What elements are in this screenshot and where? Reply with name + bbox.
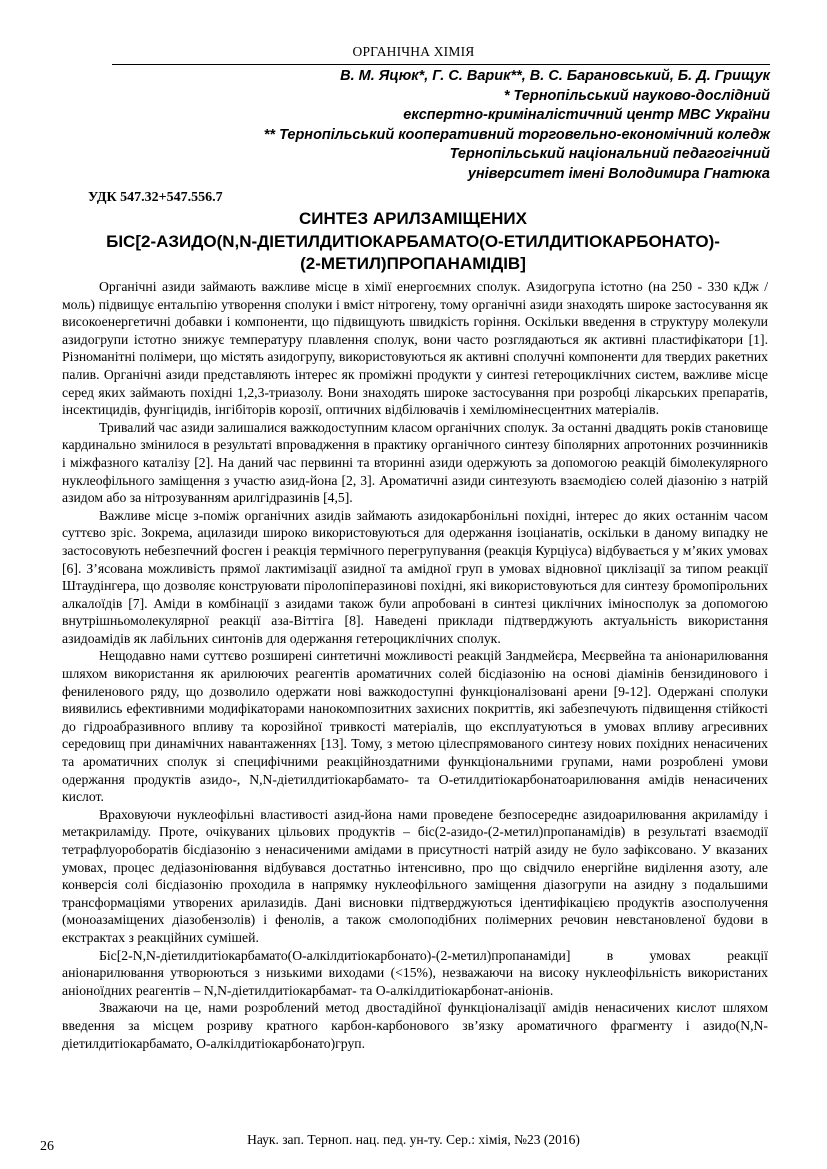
- affiliation-line: ** Тернопільський кооперативний торговельно-економічний коледж: [263, 126, 770, 143]
- header-rule: [112, 64, 770, 65]
- body-paragraph: Органічні азиди займають важливе місце в хімії енергоємних сполук. Азидогрупа істотно (на 250 - 330 кДж / моль) підвищує ентальпію утворення сполуки і вміст нітрогену, тому органічні азиди знаходять широке застосування як високоенергетичні добавки і компоненти, що підвищують швидкість горіння. Оскільки введення в структуру молекули азидогрупи істотно знижує температуру плавлення сполук, вони часто розглядаються як активні пластифікатори [1]. Різноманітні полімери, що містять азидогрупу, використовуються як активні сполучні компоненти для твердих ракетних палив. Органічні азиди представляють інтерес як проміжні продукти у синтезі гетероциклічних систем, важливе місце серед яких займають похідні 1,2,3-триазолу. Вони знаходять широке застосування при розробці лікарських препаратів, інсектицидів, фунгіцидів, інгібіторів корозії, оптичних відбілювачів і хемілюмінесцентних матеріалів.: [62, 279, 768, 418]
- page-number: 26: [40, 1139, 54, 1154]
- title-line: СИНТЕЗ АРИЛЗАМІЩЕНИХ: [299, 209, 527, 228]
- body-paragraph: Біс[2-N,N-діетилдитіокарбамато(О-алкілдитіокарбонато)-(2-метил)пропанаміди] в умовах реакції аніонарилювання утворюються з низькими виходами (<15%), незважаючи на високу нуклеофільність використаних аніоноїдних реагентів – N,N-діетилдитіокарбамат- та О-алкілдитіокарбонат-аніонів.: [62, 947, 768, 998]
- udk-code: УДК 547.32+547.556.7: [88, 190, 223, 205]
- journal-footer: Наук. зап. Терноп. нац. пед. ун-ту. Сер.: хімія, №23 (2016): [247, 1132, 580, 1147]
- body-paragraph: Нещодавно нами суттєво розширені синтетичні можливості реакцій Зандмейєра, Меєрвейна та аніонарилювання шляхом використання як арилюючих реагентів ароматичних солей бісдіазонію на основі діамінів бензидинового і фениленового ряду, що дозволило одержати нові важкодоступні функціоналізовані арени [9-12]. Одержані сполуки виявились ефективними модифікаторами нанокомпозитних захисних покриттів, які забезпечують підвищення стійкості до гідроабразивного впливу та корозійної тривкості матеріалів, що експлуатуються в умовах впливу агресивних середовищ при динамічних навантаженнях [13]. Тому, з метою цілеспрямованого синтезу нових похідних ненасичених та ароматичних сполук зі специфічними реакційноздатними функціональними групами, нами розроблені умови одержання продуктів азидо-, N,N-діетилдитіокарбамато- та О-етилдитіокарбонатоарилювання амідів ненасичених кислот.: [62, 648, 768, 805]
- title-line: БІС[2-АЗИДО(N,N-ДІЕТИЛДИТІОКАРБАМАТО(О-ЕТИЛДИТІОКАРБОНАТО)-: [106, 231, 720, 251]
- body-paragraph: Зважаючи на це, нами розроблений метод двостадійної функціоналізації амідів ненасичених кислот шляхом введення за місцем розриву кратного карбон-карбонового зв’язку ароматичного фрагменту і азидо(N,N-діетилдитіокарбамато, О-алкілдитіокарбонато)груп.: [62, 1000, 768, 1051]
- affiliation-line: університет імені Володимира Гнатюка: [467, 165, 770, 182]
- affiliation-line: * Тернопільський науково-дослідний: [503, 87, 770, 104]
- affiliation-line: Тернопільський національний педагогічний: [449, 146, 770, 163]
- article-title: [60, 208, 766, 276]
- authors-affiliations: [100, 67, 770, 185]
- title-line: (2-МЕТИЛ)ПРОПАНАМІДІВ]: [300, 254, 526, 273]
- body-paragraph: Враховуючи нуклеофільні властивості азид-йона нами проведене безпосереднє азидоарилювання акриламіду і метакриламіду. Проте, очікуваних цільових продуктів – біс(2-азидо-(2-метил)пропанамідів) в результаті взаємодії тетрафлуороборатів бісдіазонію з ненасиченими амідами в присутності натрій азиду не було зафіксовано. У вказаних умовах, процес дедіазоніювання відбувався достатньо інтенсивно, про що свідчило енергійне виділення азоту, але конверсія солі бісдіазонію проходила в напрямку нуклеофільного заміщення діазогрупи на азидну з подальшими трансформаціями утворених арилазидів. Дані висновки підтверджуються ідентифікацією продуктів азосполучення (моноазаміщених діазобензолів) і фенолів, а також смолоподібних полімерних речовин невстановленої будови в екстрактах з реакційних сумішей.: [62, 806, 768, 945]
- affiliation-line: експертно-криміналістичний центр МВС України: [403, 107, 770, 124]
- body-paragraph: Тривалий час азиди залишалися важкодоступним класом органічних сполук. За останні двадцять років становище кардинально змінилося в результаті впровадження в практику органічного синтезу біполярних апротонних розчинників і міжфазного каталізу [2]. На даний час первинні та вторинні азиди одержують за допомогою реакцій бімолекулярного нуклеофільного заміщення з участю азид-йона [2, 3]. Ароматичні азиди синтезують взаємодією солей діазонію з натрій азидом або за нітрозуванням арилгідразинів [4,5].: [62, 419, 768, 506]
- running-header: ОРГАНІЧНА ХІМІЯ: [352, 44, 475, 59]
- body-paragraph: Важливе місце з-поміж органічних азидів займають азидокарбонільні похідні, інтерес до яких останнім часом суттєво зріс. Зокрема, ацилазиди широко використовуються для одержання ізоціанатів, оскільки в даному випадку не застосовують небезпечний фосген і реакція термічного перегрупування (реакція Курціуса) відбувається у м’яких умовах [6]. З’ясована можливість прямої лактимізації азидної та амідної груп в умовах відновної циклізації за типом реакції Штаудінгера, що дозволяє конструювати піролопіперазинові похідні, які використовуються для синтезу бромопірольних алкалоїдів [7]. Аміди в комбінації з азидами також були апробовані в синтезі циклічних іміносполук за допомогою внутрішньомолекулярної реакції аза-Віттіга [8]. Наведені приклади підтверджують актуальність використання азидоамідів як лабільних синтонів для одержання гетероциклічних сполук.: [62, 507, 768, 646]
- authors: В. М. Яцюк*, Г. С. Варик**, В. С. Барановський, Б. Д. Грищук: [340, 68, 770, 84]
- article-body: [62, 278, 768, 1052]
